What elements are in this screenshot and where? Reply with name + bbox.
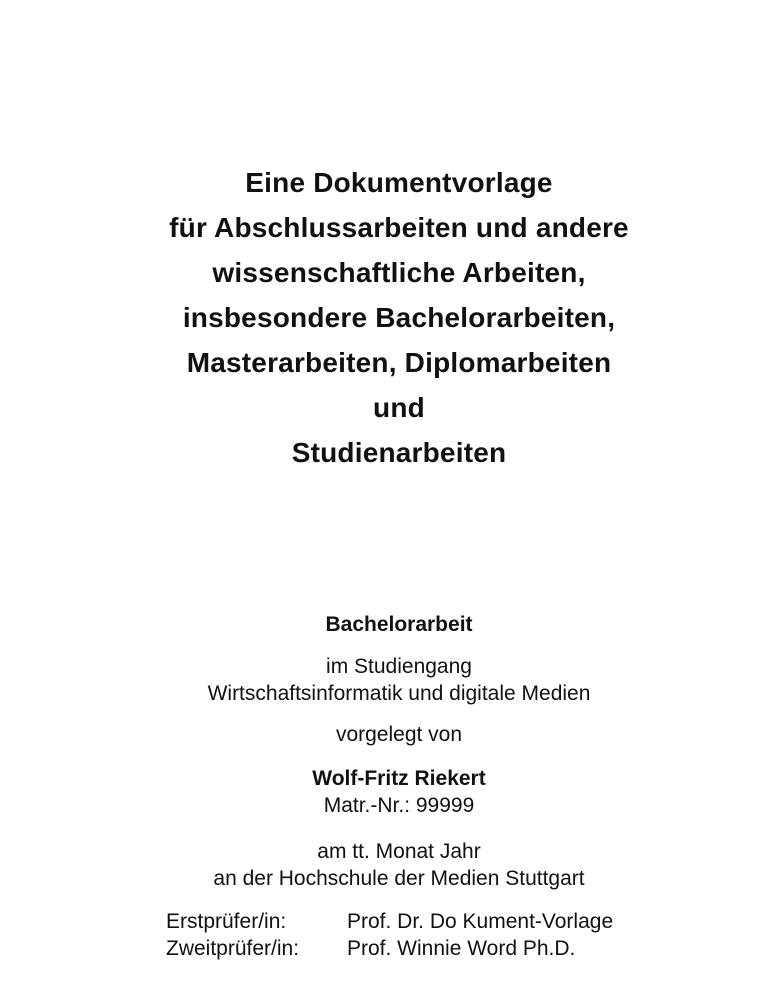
author-name: Wolf-Fritz Riekert (312, 767, 486, 790)
examiners-list (166, 908, 632, 962)
examiner-row (166, 908, 632, 935)
examiner-role-label: Zweitprüfer/in: (166, 937, 300, 960)
study-program (166, 653, 632, 707)
submitted-by-label: vorgelegt von (335, 723, 463, 746)
examiner-name: Prof. Winnie Word Ph.D. (347, 937, 576, 960)
thesis-type: Bachelorarbeit (325, 613, 473, 636)
thesis-title-line: wissenschaftliche Arbeiten, (212, 257, 586, 288)
institution: an der Hochschule der Medien Stuttgart (213, 867, 585, 890)
thesis-title-line: Masterarbeiten, Diplomarbeiten und (186, 347, 612, 423)
author-block (166, 765, 632, 819)
thesis-title (166, 160, 632, 475)
place-date-block (166, 838, 632, 892)
examiner-name: Prof. Dr. Do Kument-Vorlage (347, 910, 614, 933)
program-name: Wirtschaftsinformatik und digitale Medien (207, 682, 591, 705)
examiner-row (166, 935, 632, 962)
thesis-title-line: für Abschlussarbeiten und andere (169, 212, 629, 243)
submission-date: am tt. Monat Jahr (317, 840, 481, 863)
matriculation-number: Matr.-Nr.: 99999 (323, 794, 475, 817)
thesis-title-line: insbesondere Bachelorarbeiten, (182, 302, 616, 333)
thesis-title-line: Studienarbeiten (291, 437, 507, 468)
examiner-role-label: Erstprüfer/in: (166, 910, 287, 933)
title-page-content (166, 0, 632, 962)
program-intro: im Studiengang (326, 655, 472, 678)
thesis-title-line: Eine Dokumentvorlage (245, 167, 553, 198)
